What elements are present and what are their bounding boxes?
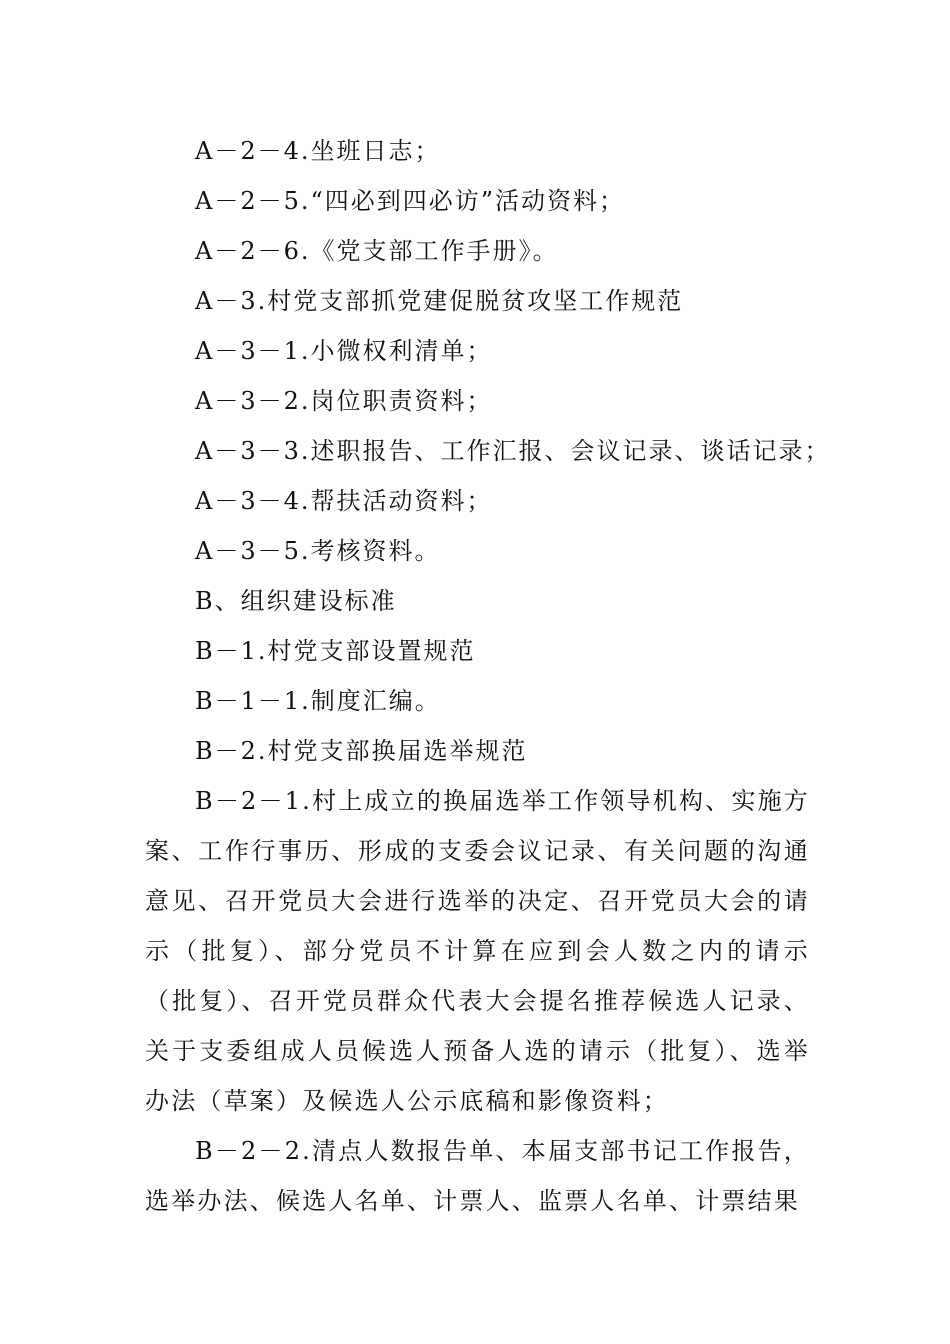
section-heading: B、组织建设标准 <box>195 587 397 615</box>
list-item: A－3－2.岗位职责资料； <box>195 387 493 415</box>
list-item: A－3－5.考核资料。 <box>195 537 441 565</box>
list-item: A－3－3.述职报告、工作汇报、会议记录、谈话记录； <box>195 437 831 465</box>
list-item: A－2－5.“四必到四必访”活动资料； <box>195 187 626 215</box>
list-item: A－2－6.《党支部工作手册》。 <box>195 237 559 265</box>
list-item: B－1－1.制度汇编。 <box>195 687 441 715</box>
section-heading: B－2.村党支部换届选举规范 <box>195 737 528 765</box>
body-paragraph: B－2－2.清点人数报告单、本届支部书记工作报告，选举办法、候选人名单、计票人、监票人名单、计票结果 <box>145 1137 810 1215</box>
list-item: A－3－1.小微权利清单； <box>195 337 493 365</box>
list-item: A－2－4.坐班日志； <box>195 137 441 165</box>
body-paragraph: B－2－1.村上成立的换届选举工作领导机构、实施方案、工作行事历、形成的支委会议记录、有关问题的沟通意见、召开党员大会进行选举的决定、召开党员大会的请示（批复）、部分党员不计算在应到会人数之内的请示（批复）、召开党员群众代表大会提名推荐候选人记录、关于支委组成人员候选人预备人选的请示（批复）、选举办法（草案）及候选人公示底稿和影像资料； <box>145 787 810 1115</box>
section-heading: B－1.村党支部设置规范 <box>195 637 476 665</box>
list-item: A－3－4.帮扶活动资料； <box>195 487 493 515</box>
section-heading: A－3.村党支部抓党建促脱贫攻坚工作规范 <box>195 287 684 315</box>
